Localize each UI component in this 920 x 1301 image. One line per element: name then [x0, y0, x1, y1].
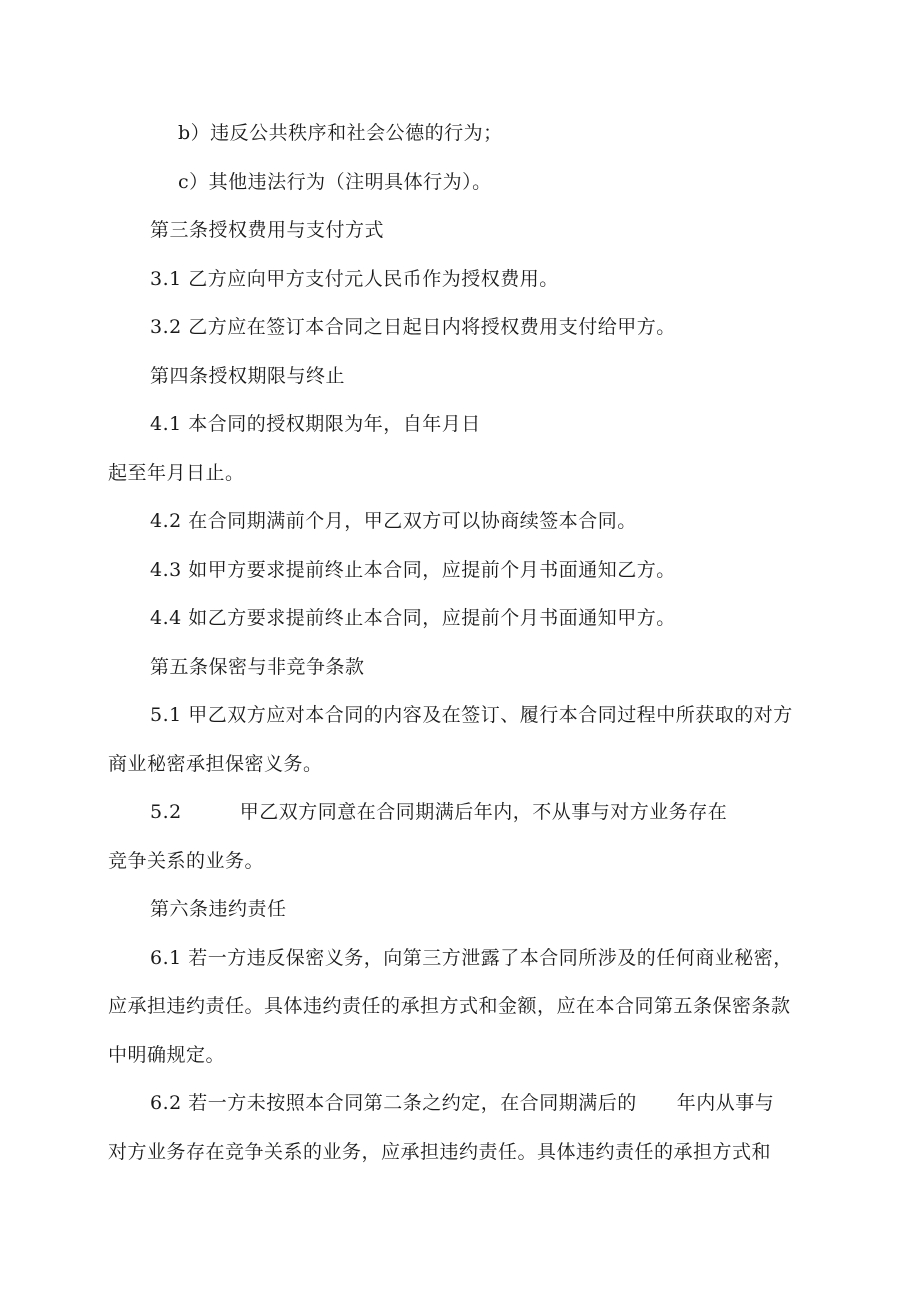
clause-4-1-continued: 起至年月日止。	[108, 462, 245, 484]
article-heading-5: 第五条保密与非竞争条款	[150, 656, 365, 678]
clause-5-2	[150, 803, 727, 822]
clause-6-1: 6.1 若一方违反保密义务，向第三方泄露了本合同所涉及的任何商业秘密，	[150, 947, 793, 969]
clause-6-1-continued-2: 中明确规定。	[108, 1044, 226, 1066]
clause-5-2-continued: 竞争关系的业务。	[108, 850, 265, 872]
clause-5-1-continued: 商业秘密承担保密义务。	[108, 753, 323, 775]
clause-item-c: c）其他违法行为（注明具体行为）。	[178, 171, 492, 193]
clause-4-4: 4.4 如乙方要求提前终止本合同，应提前个月书面通知甲方。	[150, 607, 676, 629]
clause-3-2: 3.2 乙方应在签订本合同之日起日内将授权费用支付给甲方。	[150, 316, 676, 338]
clause-4-3: 4.3 如甲方要求提前终止本合同，应提前个月书面通知乙方。	[150, 559, 676, 581]
clause-3-1: 3.1 乙方应向甲方支付元人民币作为授权费用。	[150, 268, 559, 290]
clause-4-2: 4.2 在合同期满前个月，甲乙双方可以协商续签本合同。	[150, 510, 637, 532]
article-heading-3: 第三条授权费用与支付方式	[150, 219, 385, 241]
clause-6-2-text-tail: 年内从事与	[676, 1092, 775, 1114]
clause-4-1: 4.1 本合同的授权期限为年，自年月日	[150, 413, 481, 435]
clause-5-2-text: 甲乙双方同意在合同期满后年内，不从事与对方业务存在	[239, 801, 728, 823]
clause-6-2	[150, 1094, 774, 1113]
clause-6-2-continued: 对方业务存在竞争关系的业务，应承担违约责任。具体违约责任的承担方式和	[108, 1141, 772, 1163]
article-heading-6: 第六条违约责任	[150, 898, 287, 920]
article-heading-4: 第四条授权期限与终止	[150, 365, 346, 387]
clause-6-2-text: 6.2 若一方未按照本合同第二条之约定，在合同期满后的	[150, 1092, 637, 1114]
clause-5-2-number: 5.2	[150, 801, 182, 823]
clause-item-b: b）违反公共秩序和社会公德的行为；	[178, 122, 503, 144]
clause-5-1: 5.1 甲乙双方应对本合同的内容及在签订、履行本合同过程中所获取的对方	[150, 704, 793, 726]
clause-6-1-continued: 应承担违约责任。具体违约责任的承担方式和金额，应在本合同第五条保密条款	[108, 995, 791, 1017]
